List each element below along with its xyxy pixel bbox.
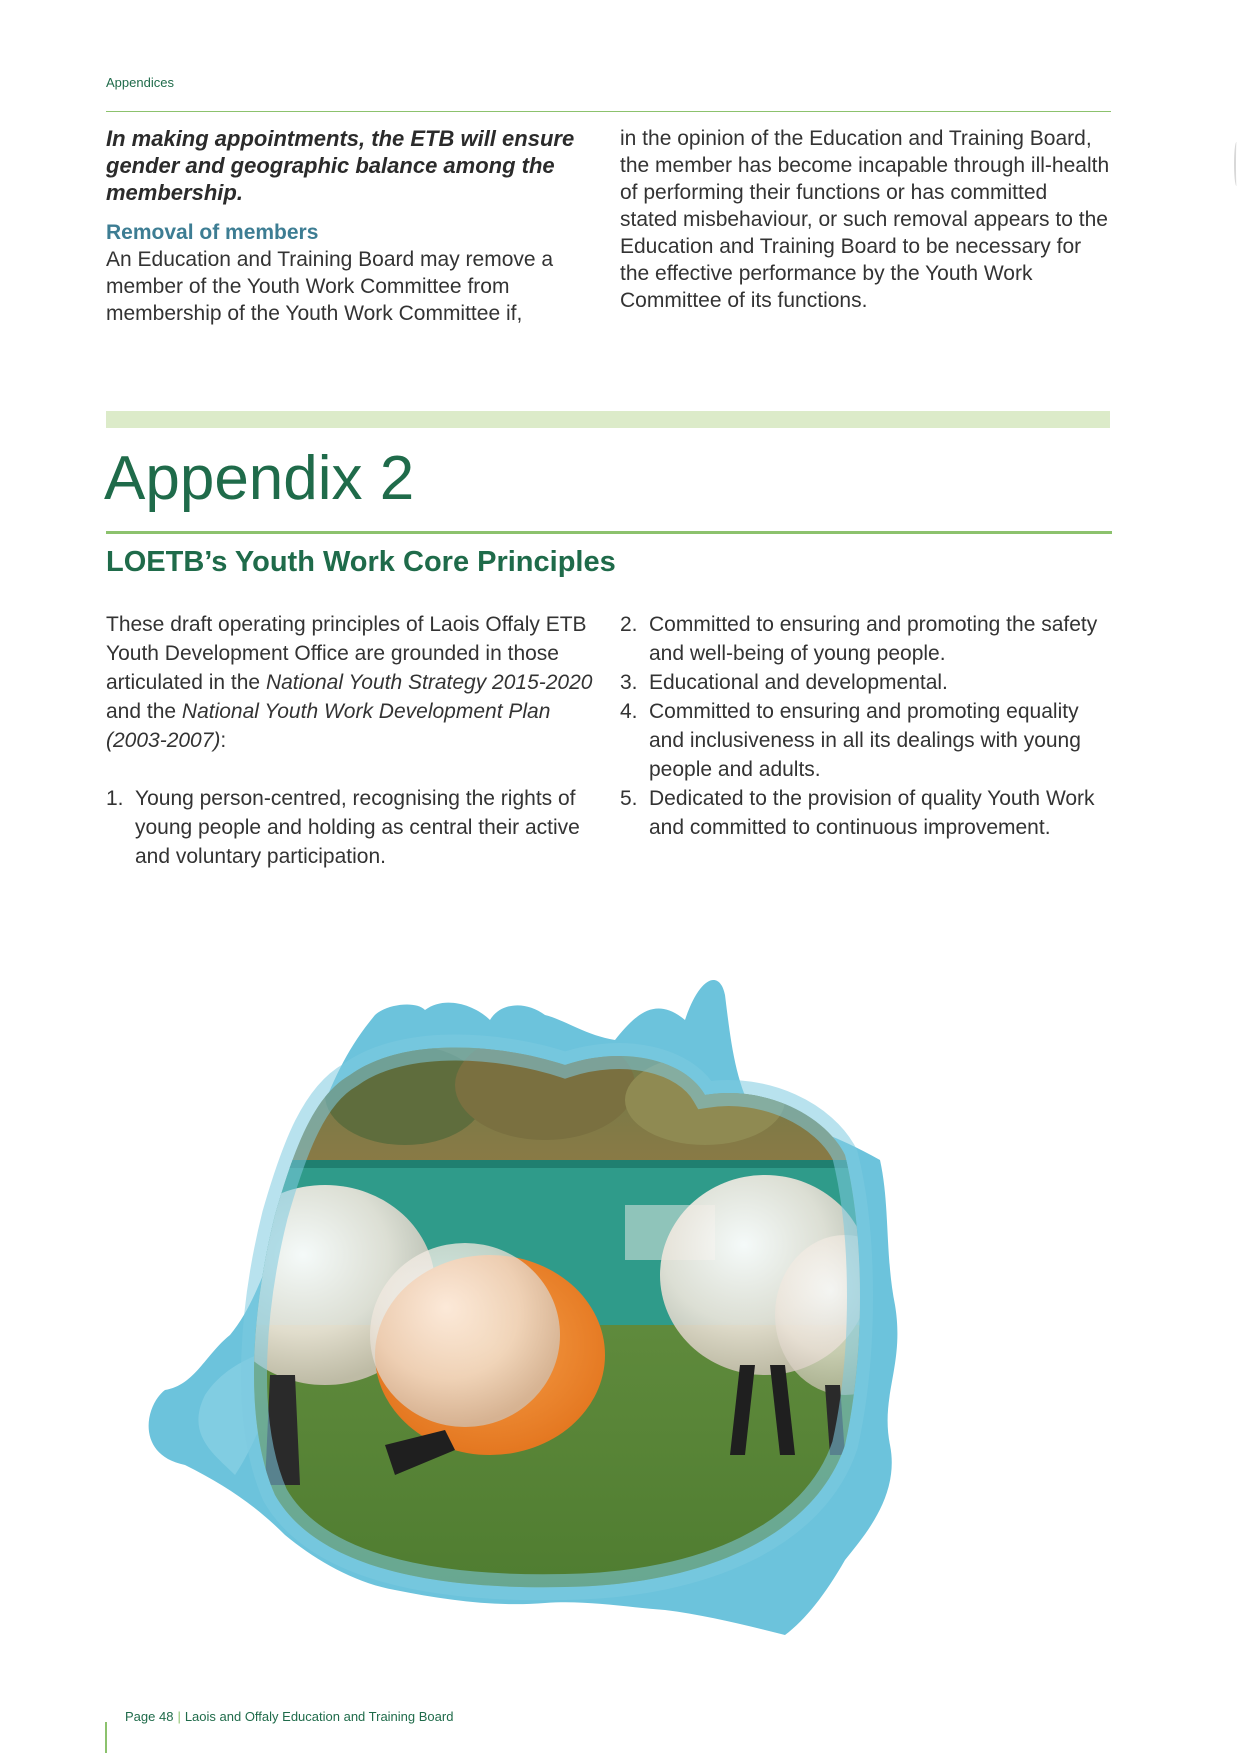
list-item bbox=[620, 668, 1110, 697]
removal-text-left: An Education and Training Board may remove a member of the Youth Work Committee from membership of the Youth Work Committee if, bbox=[106, 248, 554, 325]
list-item bbox=[620, 784, 1110, 842]
list-number: 4. bbox=[620, 700, 638, 723]
list-text: Committed to ensuring and promoting the safety and well-being of young people. bbox=[649, 613, 1098, 665]
intro-paragraph: These draft operating principles of Laois Offaly ETB Youth Development Office are grounded in those articulated in the National Youth Strategy 2015-2020 and the National Youth Work Development Plan (2003-2007): bbox=[106, 613, 593, 752]
list-item bbox=[620, 610, 1110, 668]
list-number: 1. bbox=[106, 787, 124, 810]
principles-list-right bbox=[620, 610, 1110, 842]
top-rule bbox=[106, 111, 1111, 112]
title-rule bbox=[106, 531, 1112, 534]
removal-text-right: in the opinion of the Education and Training Board, the member has become incapable through ill-health of performing their functions or has committed stated misbehaviour, or such removal appears to the Education and Training Board to be necessary for the effective performance by the Youth Work Committee of its functions. bbox=[620, 127, 1110, 312]
running-head: Appendices bbox=[106, 75, 174, 90]
list-text: Dedicated to the provision of quality Youth Work and committed to continuous improvement. bbox=[649, 787, 1095, 839]
section-heading: LOETB’s Youth Work Core Principles bbox=[106, 546, 616, 578]
publisher-name: Laois and Offaly Education and Training Board bbox=[184, 1709, 454, 1724]
intro-italic-plan: National Youth Work Development Plan (2003-2007) bbox=[106, 700, 551, 752]
list-number: 3. bbox=[620, 671, 638, 694]
bubble-football-photo bbox=[145, 975, 995, 1645]
list-number: 2. bbox=[620, 613, 638, 636]
left-column-body bbox=[106, 610, 606, 871]
page-edge-mark bbox=[1234, 142, 1239, 186]
intro-italic-strategy: National Youth Strategy 2015-2020 bbox=[265, 671, 593, 694]
list-item bbox=[620, 697, 1110, 784]
lead-statement: In making appointments, the ETB will ensure gender and geographic balance among the membership. bbox=[106, 126, 575, 205]
principles-list-left bbox=[106, 784, 606, 871]
list-text: Educational and developmental. bbox=[649, 671, 948, 694]
right-column-body bbox=[620, 610, 1110, 842]
left-column-top bbox=[106, 125, 606, 327]
list-text: Committed to ensuring and promoting equality and inclusiveness in all its dealings with young people and adults. bbox=[649, 700, 1081, 781]
footer-rule bbox=[105, 1722, 107, 1753]
removal-heading: Removal of members bbox=[106, 221, 319, 244]
footer-separator: | bbox=[177, 1709, 181, 1724]
list-number: 5. bbox=[620, 787, 638, 810]
page-footer bbox=[125, 1709, 453, 1724]
appendix-title: Appendix 2 bbox=[104, 444, 415, 513]
list-text: Young person-centred, recognising the rights of young people and holding as central their active and voluntary participation. bbox=[135, 787, 580, 868]
list-item bbox=[106, 784, 606, 871]
right-column-top bbox=[620, 125, 1110, 314]
page-number: Page 48 bbox=[125, 1709, 174, 1724]
section-band bbox=[106, 411, 1110, 428]
